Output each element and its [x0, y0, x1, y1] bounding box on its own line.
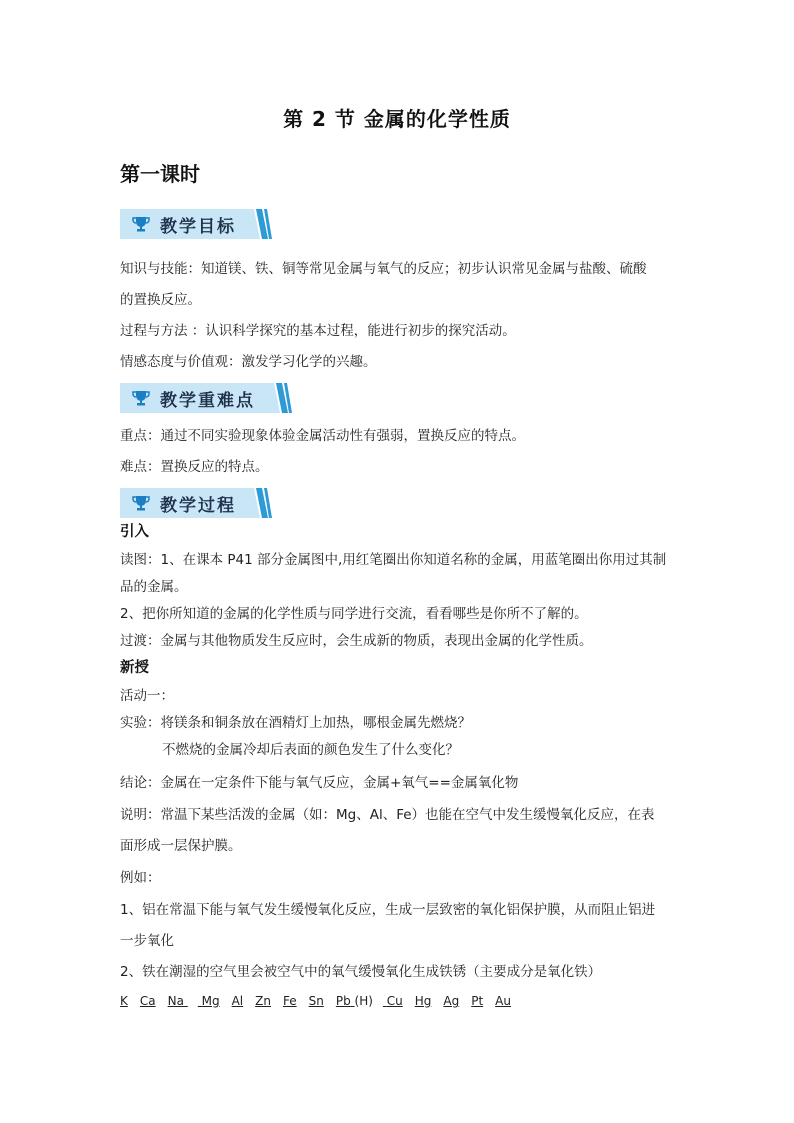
element-symbol: Al: [231, 994, 244, 1008]
explanation-line2: 面形成一层保护膜。: [120, 838, 242, 854]
element-symbol: Au: [495, 994, 511, 1008]
lesson-heading: 第一课时: [120, 162, 200, 186]
goal-attitude: 情感态度与价值观：激发学习化学的兴趣。: [120, 354, 377, 370]
element-symbol: Cu: [386, 994, 403, 1008]
goal-knowledge-line1: 知识与技能：知道镁、铁、铜等常见金属与氧气的反应；初步认识常见金属与盐酸、硫酸: [120, 261, 647, 277]
trophy-icon: [132, 215, 150, 233]
activity-label: 活动一：: [120, 688, 174, 704]
element-symbol: Fe: [282, 994, 297, 1008]
reading-task-line3: 2、把你所知道的金属的化学性质与同学进行交流，看看哪些是你所不了解的。: [120, 606, 588, 622]
page-title: 第 2 节 金属的化学性质: [283, 107, 511, 131]
example1-line2: 一步氧化: [120, 933, 174, 949]
element-symbol: Ag: [443, 994, 460, 1008]
explanation-line1: 说明：常温下某些活泼的金属（如：Mg、Al、Fe）也能在空气中发生缓慢氧化反应，在表: [120, 807, 655, 823]
example1-line1: 1、铝在常温下能与氧气发生缓慢氧化反应，生成一层致密的氧化铝保护膜，从而阻止铝进: [120, 902, 656, 918]
series-group-1: [120, 994, 188, 1008]
goal-process: 过程与方法 ：认识科学探究的基本过程，能进行初步的探究活动。: [120, 323, 516, 339]
series-group-3: [383, 994, 511, 1008]
experiment-line1: 实验：将镁条和铜条放在酒精灯上加热，哪根金属先燃烧？: [120, 715, 471, 731]
new-lesson-heading: 新授: [120, 660, 149, 676]
example-label: 例如：: [120, 870, 161, 886]
conclusion-text: 结论：金属在一定条件下能与氧气反应，金属+氧气==金属氧化物: [120, 775, 519, 791]
element-symbol: Pt: [471, 994, 484, 1008]
transition-text: 过渡：金属与其他物质发生反应时，会生成新的物质，表现出金属的化学性质。: [120, 633, 593, 649]
key-point-difficulty: 难点：置换反应的特点。: [120, 459, 269, 475]
element-symbol: Sn: [308, 994, 324, 1008]
intro-heading: 引入: [120, 524, 149, 540]
banner-label: 教学目标: [160, 217, 236, 237]
trophy-icon: [132, 389, 150, 407]
activity-series: [120, 994, 511, 1008]
key-point-focus: 重点：通过不同实验现象体验金属活动性有强弱，置换反应的特点。: [120, 428, 525, 444]
series-hydrogen: (H): [354, 994, 373, 1008]
element-symbol: Pb: [335, 994, 351, 1008]
banner-label: 教学重难点: [160, 391, 255, 411]
banner-label: 教学过程: [160, 496, 236, 516]
series-group-2: [198, 994, 355, 1008]
section-banner-key-points: [120, 383, 292, 413]
trophy-icon: [132, 494, 150, 512]
element-symbol: Mg: [201, 994, 220, 1008]
example2-text: 2、铁在潮湿的空气里会被空气中的氧气缓慢氧化生成铁锈（主要成分是氧化铁）: [120, 964, 602, 980]
reading-task-line1: 读图：1、在课本 P41 部分金属图中,用红笔圈出你知道名称的金属，用蓝笔圈出你用过其制: [120, 552, 667, 568]
experiment-line2: 不燃烧的金属冷却后表面的颜色发生了什么变化？: [162, 742, 459, 758]
goal-knowledge-line2: 的置换反应。: [120, 292, 201, 308]
section-banner-process: [120, 488, 272, 518]
reading-task-line2: 品的金属。: [120, 579, 188, 595]
element-symbol: K: [120, 994, 128, 1008]
element-symbol: Na: [167, 994, 184, 1008]
element-symbol: Ca: [139, 994, 156, 1008]
element-symbol: Hg: [414, 994, 432, 1008]
section-banner-goals: [120, 209, 272, 239]
element-symbol: Zn: [255, 994, 271, 1008]
